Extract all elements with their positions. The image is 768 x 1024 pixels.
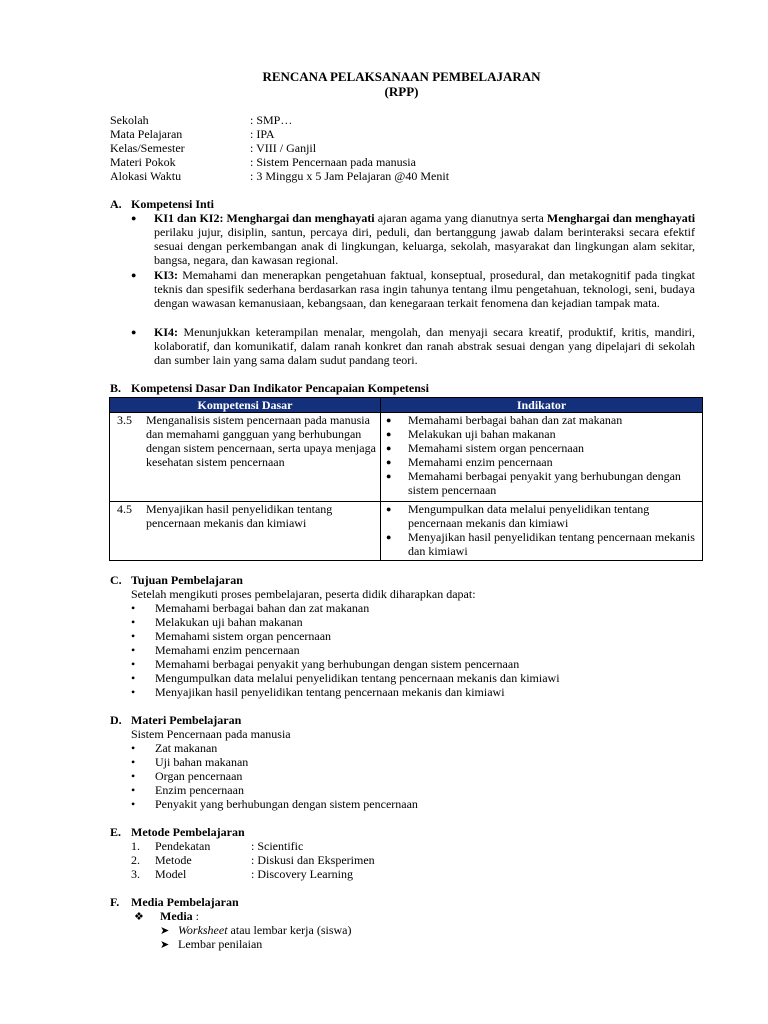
section-c-heading [110,573,243,587]
indikator-text: Memahami berbagai bahan dan zat makanan [408,413,623,427]
section-d-heading [110,713,241,727]
section-title: Materi Pembelajaran [131,713,242,727]
section-title: Metode Pembelajaran [131,825,245,839]
bullet-icon: • [131,783,136,797]
list-item [131,643,300,657]
bullet-icon: • [131,615,136,629]
bullet-dot-icon: ● [386,443,392,453]
list-item-text: Uji bahan makanan [155,755,249,769]
identity-label: Materi Pokok [110,155,176,169]
media-label: Media [160,909,193,923]
bullet-dot-icon: ● [386,532,392,542]
arrow-bullet-icon: ➤ [160,939,170,951]
list-item-text: Mengumpulkan data melalui penyelidikan tentang pencernaan mekanis dan kimiawi [155,671,560,685]
list-item [131,741,217,755]
identity-label: Alokasi Waktu [110,169,182,183]
bullet-icon: • [131,755,136,769]
list-item [381,469,702,497]
bullet-dot-icon: ● [386,457,392,467]
bullet-icon: • [131,671,136,685]
section-letter: C. [110,573,122,587]
table-header-kd: Kompetensi Dasar [110,398,381,413]
list-item [381,530,702,558]
identity-value: : VIII / Ganjil [250,141,317,155]
bullet-dot-icon: ● [386,471,392,481]
kd-number: 4.5 [117,502,132,516]
identity-label: Kelas/Semester [110,141,185,155]
indikator-cell [381,413,703,502]
bullet-dot-icon: ● [131,270,137,280]
list-item-text: Zat makanan [155,741,218,755]
section-title: Media Pembelajaran [131,895,239,909]
bullet-dot-icon: ● [386,429,392,439]
section-e-heading [110,825,245,839]
list-item-text: Memahami enzim pencernaan [155,643,300,657]
section-c-intro: Setelah mengikuti proses pembelajaran, peserta didik diharapkan dapat: [131,587,476,601]
media-colon: : [192,909,200,923]
list-item [131,601,369,615]
section-title: Kompetensi Inti [131,197,215,211]
kd-cell [110,413,381,502]
item-value: : Scientific [251,839,304,853]
list-item-text: Enzim pencernaan [155,783,244,797]
bullet-dot-icon: ● [386,504,392,514]
item-label: Model [155,867,187,881]
kd-cell [110,502,381,561]
item-label: Metode [155,853,192,867]
list-item [381,455,702,469]
section-d-intro: Sistem Pencernaan pada manusia [131,727,291,741]
list-item [131,797,418,811]
bullet-icon: • [131,601,136,615]
arrow-bullet-icon: ➤ [160,925,170,937]
list-item-text: Penyakit yang berhubungan dengan sistem pencernaan [155,797,418,811]
ki1-mid: ajaran agama yang dianutnya serta [377,211,544,225]
worksheet-text: atau lembar kerja (siswa) [227,923,352,937]
identity-label: Mata Pelajaran [110,127,183,141]
list-item-text: Memahami sistem organ pencernaan [155,629,332,643]
section-b-heading [110,381,429,395]
section-title: Kompetensi Dasar Dan Indikator Pencapaian Kompetensi [131,381,429,395]
item-label: Pendekatan [155,839,211,853]
section-title: Tujuan Pembelajaran [131,573,243,587]
list-item-text: Memahami berbagai bahan dan zat makanan [155,601,370,615]
section-a-heading [110,197,214,211]
ki4-item [131,325,695,367]
worksheet-italic: Worksheet [178,923,228,937]
ki1-item [131,211,695,267]
diamond-bullet-icon: ❖ [134,911,144,923]
list-item [131,755,248,769]
section-letter: F. [110,895,120,909]
bullet-icon: • [131,657,136,671]
identity-value: : IPA [250,127,275,141]
list-item [160,923,352,938]
bullet-icon: • [131,741,136,755]
ki4-text: Menunjukkan keterampilan menalar, mengolah, dan menyaji secara kreatif, produktif, kritis, mandiri, kolaboratif, dan komunikatif, dalam ranah konkret dan ranah abstrak sesuai dengan yang dipelajari di sekolah dan sumber lain yang sama dalam sudut pandang teori. [154,325,695,367]
kd-text: Menganalisis sistem pencernaan pada manusia dan memahami gangguan yang berhubungan dengan sistem pencernaan, serta upaya menjaga kesehatan sistem pencernaan [146,413,376,469]
indikator-text: Menyajikan hasil penyelidikan tentang pencernaan mekanis dan kimiawi [408,530,695,558]
ki1-bold2: Menghargai dan menghayati [546,211,696,225]
bullet-dot-icon: ● [131,213,137,223]
list-item [131,629,331,643]
identity-value: : SMP… [250,113,293,127]
table-header-row [110,398,703,413]
ki1-lead: KI1 dan KI2: [154,211,224,225]
list-item [131,783,244,797]
ki1-rest: perilaku jujur, disiplin, santun, percaya diri, peduli, dan bertanggung jawab dalam berinteraksi secara efektif sesuai dengan perkembangan anak di lingkungan, keluarga, sekolah, masyarakat dan lingkungan alam sekitar, bangsa, negara, dan kawasan regional. [154,225,695,267]
section-letter: D. [110,713,122,727]
document-subtitle: (RPP) [384,84,419,99]
kd-text: Menyajikan hasil penyelidikan tentang pencernaan mekanis dan kimiawi [146,502,333,530]
item-value: : Discovery Learning [251,867,353,881]
section-letter: B. [110,381,122,395]
bullet-dot-icon: ● [131,327,137,337]
item-number: 1. [131,839,140,853]
indikator-text: Memahami berbagai penyakit yang berhubungan dengan sistem pencernaan [408,469,681,497]
list-item-text: Menyajikan hasil penyelidikan tentang pencernaan mekanis dan kimiawi [155,685,505,699]
list-item-text: Memahami berbagai penyakit yang berhubungan dengan sistem pencernaan [155,657,520,671]
kd-indikator-table [109,397,703,561]
lembar-penilaian-text: Lembar penilaian [178,937,263,951]
ki3-item [131,268,695,310]
list-item [381,413,702,427]
indikator-text: Mengumpulkan data melalui penyelidikan tentang pencernaan mekanis dan kimiawi [408,502,650,530]
ki3-lead: KI3: [154,268,178,282]
list-item [160,937,262,952]
item-number: 3. [131,867,140,881]
indikator-text: Melakukan uji bahan makanan [408,427,556,441]
list-item [381,502,702,530]
document-title: RENCANA PELAKSANAAN PEMBELAJARAN [262,69,541,84]
table-row [110,502,703,561]
item-number: 2. [131,853,140,867]
list-item-text: Organ pencernaan [155,769,243,783]
identity-value: : 3 Minggu x 5 Jam Pelajaran @40 Menit [250,169,450,183]
list-item [131,671,560,685]
list-item [131,657,519,671]
list-item-text: Melakukan uji bahan makanan [155,615,303,629]
indikator-text: Memahami enzim pencernaan [408,455,553,469]
bullet-dot-icon: ● [386,415,392,425]
ki3-text: Memahami dan menerapkan pengetahuan faktual, konseptual, prosedural, dan metakognitif pada tingkat teknis dan spesifik sederhana berdasarkan rasa ingin tahunya tentang ilmu pengetahuan, teknologi, seni, budaya dengan wawasan kemanusiaan, kebangsaan, dan kenegaraan terkait fenomena dan kejadian tampak mata. [154,268,695,310]
indikator-cell [381,502,703,561]
indikator-text: Memahami sistem organ pencernaan [408,441,585,455]
section-f-heading [110,895,239,909]
bullet-icon: • [131,797,136,811]
kd-number: 3.5 [117,413,132,427]
bullet-icon: • [131,643,136,657]
section-letter: E. [110,825,122,839]
ki4-lead: KI4: [154,325,178,339]
list-item [131,769,242,783]
ki1-bold1: Menghargai dan menghayati [226,211,375,225]
section-letter: A. [110,197,122,211]
identity-label: Sekolah [110,113,149,127]
table-header-indikator: Indikator [381,398,703,413]
item-value: : Diskusi dan Eksperimen [251,853,375,867]
media-heading [134,909,199,924]
bullet-icon: • [131,685,136,699]
list-item [381,441,702,455]
identity-value: : Sistem Pencernaan pada manusia [250,155,416,169]
bullet-icon: • [131,629,136,643]
list-item [131,615,303,629]
list-item [131,685,505,699]
bullet-icon: • [131,769,136,783]
list-item [381,427,702,441]
table-row [110,413,703,502]
